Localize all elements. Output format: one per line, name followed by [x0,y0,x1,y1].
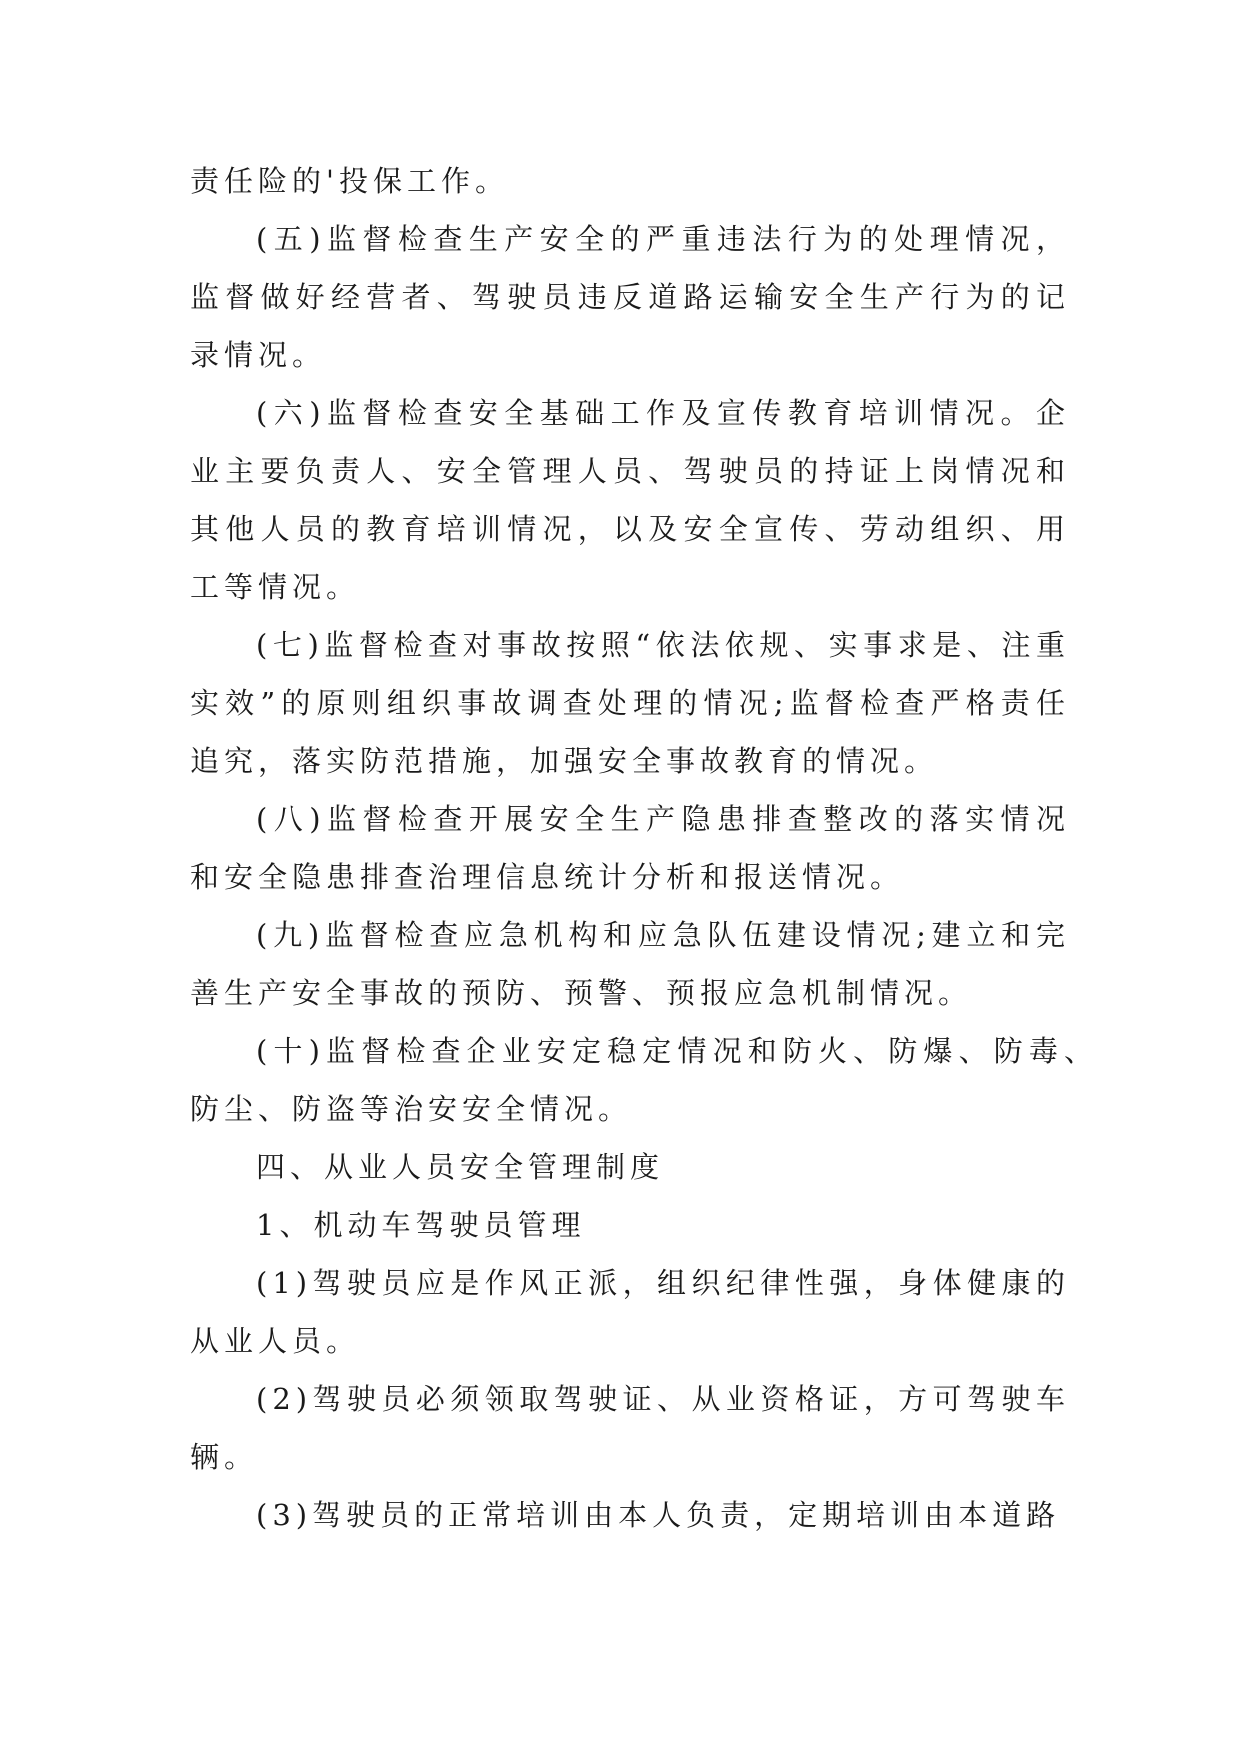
paragraph-item-10: (十)监督检查企业安定稳定情况和防火、防爆、防毒、防尘、防盗等治安安全情况。 [190,1034,1098,1126]
document-page [190,152,1098,1544]
paragraph-continuation: 责任险的'投保工作。 [190,164,509,198]
paragraph-item-9: (九)监督检查应急机构和应急队伍建设情况;建立和完善生产安全事故的预防、预警、预报应急机制情况。 [190,918,1070,1010]
paragraph-item-8: (八)监督检查开展安全生产隐患排查整改的落实情况和安全隐患排查治理信息统计分析和报送情况。 [190,802,1070,894]
paragraph-rule-3: (3)驾驶员的正常培训由本人负责，定期培训由本道路 [256,1498,1061,1532]
subsection-heading: 1、机动车驾驶员管理 [256,1208,586,1242]
paragraph-item-6: (六)监督检查安全基础工作及宣传教育培训情况。企业主要负责人、安全管理人员、驾驶员的持证上岗情况和其他人员的教育培训情况，以及安全宣传、劳动组织、用工等情况。 [190,396,1070,604]
paragraph-item-5: (五)监督检查生产安全的严重违法行为的处理情况，监督做好经营者、驾驶员违反道路运输安全生产行为的记录情况。 [190,222,1070,372]
section-heading: 四、从业人员安全管理制度 [256,1150,665,1184]
paragraph-rule-1: (1)驾驶员应是作风正派，组织纪律性强，身体健康的从业人员。 [190,1266,1070,1358]
paragraph-item-7: (七)监督检查对事故按照“依法依规、实事求是、注重实效”的原则组织事故调查处理的情况;监督检查严格责任追究，落实防范措施，加强安全事故教育的情况。 [190,628,1070,778]
paragraph-rule-2: (2)驾驶员必须领取驾驶证、从业资格证，方可驾驶车辆。 [190,1382,1070,1474]
